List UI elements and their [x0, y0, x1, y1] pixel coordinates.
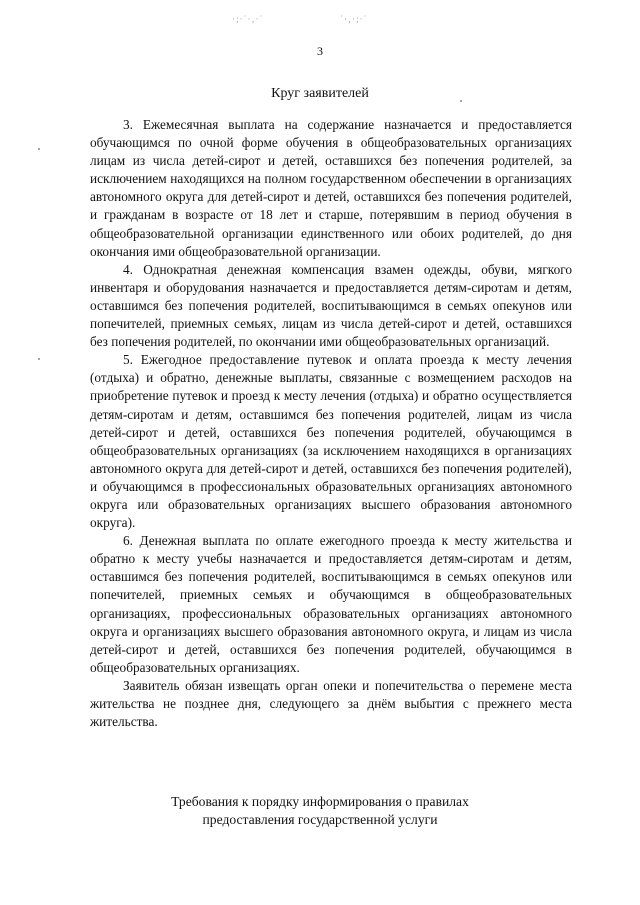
- page-number: 3: [317, 44, 323, 58]
- paragraph-5: 5. Ежегодное предоставление путевок и оплата проезда к месту лечения (отдыха) и обратно, денежные выплаты, связанные с возмещением расходов на приобретение путевок и проезд к месту лечения (отдыха) и обратно осуществляется детям-сиротам и детям, оставшимся без попечения родителей, лицам из числа детей-сирот и детей, оставшихся без попечения родителей, обучающимся в общеобразовательных организациях (за исключением находящихся в организациях автономного округа для детей-сирот и детей, оставшихся без попечения родителей), и обучающимся в профессиональных образовательных организациях автономного округа или образовательных организациях высшего образования автономного округа).: [90, 352, 572, 531]
- scan-artifact: [38, 148, 40, 150]
- scan-artifact: ·;·˙·‚·˙: [232, 14, 264, 24]
- scan-artifact: [38, 358, 40, 360]
- paragraph-4: 4. Однократная денежная компенсация взамен одежды, обуви, мягкого инвентаря и оборудования назначается и предоставляется детям-сиротам и детям, оставшимся без попечения родителей, воспитывающимся в семьях опекунов или попечителей, приемных семьях, лицам из числа детей-сирот и детей, оставшихся без попечения родителей, по окончании ими общеобразовательных организаций.: [90, 261, 572, 350]
- next-section-title-line-2: предоставления государственной услуги: [202, 812, 438, 827]
- scan-artifact: ˙·‚·;·˙: [340, 14, 368, 24]
- paragraph-6: 6. Денежная выплата по оплате ежегодного проезда к месту жительства и обратно к месту учебы назначается и предоставляется детям-сиротам и детям, оставшимся без попечения родителей, воспитывающимся в семьях опекунов или попечителей, приемных семьях и обучающимся в общеобразовательных организациях, профессиональных образовательных организациях автономного округа и организациях высшего образования автономного округа, и лицам из числа детей-сирот и детей, оставшихся без попечения родителей, обучающимся в общеобразовательных организациях.: [90, 533, 572, 675]
- document-body: [90, 116, 572, 731]
- paragraph-applicant-obligation: Заявитель обязан извещать орган опеки и попечительства о перемене места жительства не позднее дня, следующего за днём выбытия с прежнего места жительства.: [90, 677, 572, 730]
- section-title: Круг заявителей: [271, 86, 369, 101]
- next-section-title: [0, 793, 640, 829]
- paragraph-3: 3. Ежемесячная выплата на содержание назначается и предоставляется обучающимся по очной форме обучения в общеобразовательных организациях лицам из числа детей-сирот и детей, оставшихся без попечения родителей, за исключением находящихся на полном государственном обеспечении в организациях автономного округа для детей-сирот и детей, оставшихся без попечения родителей, и гражданам в возрасте от 18 лет и старше, потерявшим в период обучения в общеобразовательной организации единственного или обоих родителей, до дня окончания ими общеобразовательной организации.: [90, 117, 572, 259]
- next-section-title-line-1: Требования к порядку информирования о правилах: [171, 794, 469, 809]
